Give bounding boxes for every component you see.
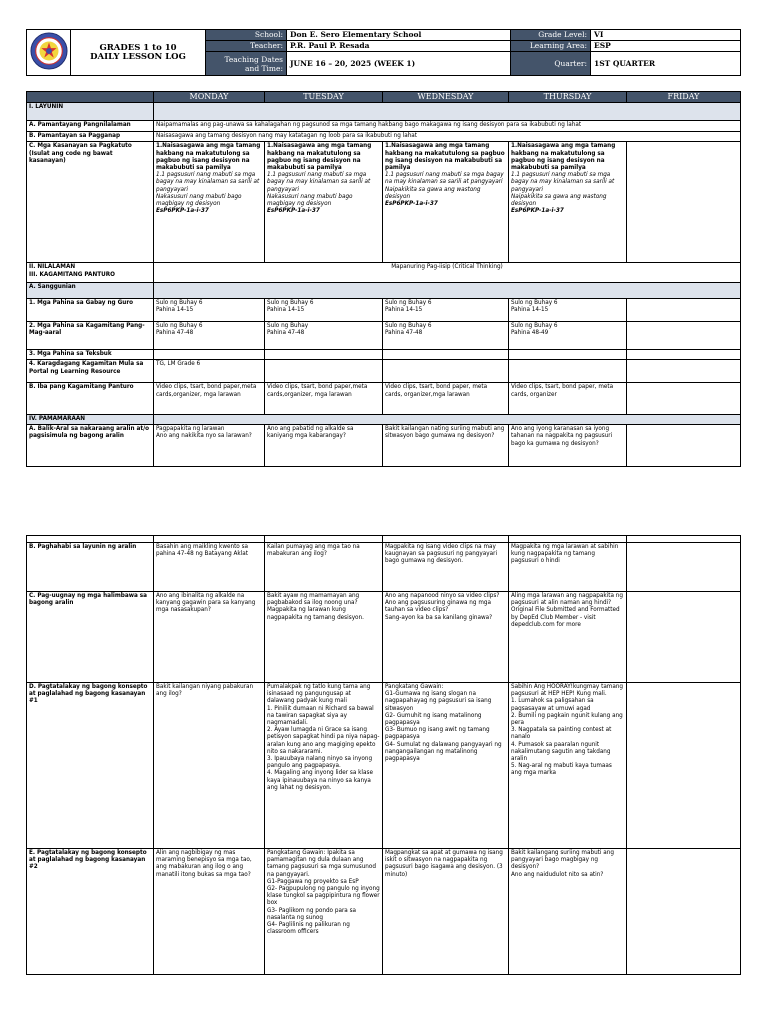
pagtatalakay-2-wednesday: Magpangkat sa apat at gumawa ng isang iskit o sitwasyon na nagpapakita ng pagsusuri bago isagawa ang desisyon. (3 minuto) (383, 849, 509, 975)
teacher-label: Teacher: (206, 41, 287, 52)
pag-uugnay-label: C. Pag-uugnay ng mga halimbawa sa bagong aralin (27, 592, 154, 683)
form-title-line1: GRADES 1 to 10 (99, 43, 177, 53)
day-thursday: THURSDAY (509, 92, 627, 103)
pagtatalakay-1-label: D. Pagtatalakay ng bagong konsepto at paglalahad ng bagong kasanayan #1 (27, 683, 154, 849)
pag-uugnay-friday (627, 592, 741, 683)
teksbuk-wednesday (383, 349, 509, 360)
teksbuk-friday (627, 349, 741, 360)
paghahabi-label: B. Paghahabi sa layunin ng aralin (27, 543, 154, 592)
balik-aral-label: A. Balik-Aral sa nakaraang aralin at/o pagsisimula ng bagong aralin (27, 425, 154, 467)
balik-aral-thursday: Ano ang iyong karanasan sa iyong tahanan na nagpakita ng pagsusuri bago ka gumawa ng desisyon? (509, 425, 627, 467)
teksbuk-tuesday (265, 349, 383, 360)
paghahabi-friday (627, 543, 741, 592)
day-friday: FRIDAY (627, 92, 741, 103)
pamamaraan-label: IV. PAMAMARAAN (27, 414, 154, 425)
continuation-top-wednesday (383, 536, 509, 543)
pag-uugnay-monday: Ano ang ibinalita ng alkalde na kanyang gagawin para sa kanyang mga nasasakupan? (154, 592, 265, 683)
day-wednesday: WEDNESDAY (383, 92, 509, 103)
lesson-grid-page2 (26, 535, 741, 975)
balik-aral-wednesday: Bakit kailangan nating suriing mabuti ang sitwasyon bago gumawa ng desisyon? (383, 425, 509, 467)
mga-kasanayan-label: C. Mga Kasanayan sa Pagkatuto (Isulat ang code ng bawat kasanayan) (27, 142, 154, 263)
portal-monday: TG, LM Grade 6 (154, 360, 265, 383)
nilalaman-label: II. NILALAMAN (29, 264, 76, 271)
balik-aral-friday (627, 425, 741, 467)
iba-pang-kagamitan-tuesday: Video clips, tsart, bond paper,meta cards,organizer, mga larawan (265, 383, 383, 414)
pagtatalakay-2-friday (627, 849, 741, 975)
iba-pang-kagamitan-thursday: Video clips, tsart, bond paper, meta cards, organizer (509, 383, 627, 414)
grade-level-value: VI (591, 30, 741, 41)
corner-cell (27, 92, 154, 103)
quarter-label: Quarter: (511, 52, 591, 76)
header-table (26, 29, 741, 76)
sanggunian-label: A. Sanggunian (27, 283, 154, 299)
paghahabi-wednesday: Magpakita ng isang video clips na may kaugnayan sa pagsusuri ng pangyayari bago gumawa ng desisyon. (383, 543, 509, 592)
iba-pang-kagamitan-label: B. Iba pang Kagamitang Panturo (27, 383, 154, 414)
iba-pang-kagamitan-monday: Video clips, tsart, bond paper,meta cards,organizer, mga larawan (154, 383, 265, 414)
kasanayan-wednesday-sub: 1.1 pagsusuri nang mabuti sa mga bagay na may kinalaman sa sarili at pangyayari Naipakikita sa gawa ang wastong desisyon (385, 172, 504, 200)
kasanayan-monday (154, 142, 265, 263)
pagtatalakay-2-tuesday: Pangkatang Gawain: Ipakita sa pamamagitan ng dula dulaan ang tamang pagsusuri sa mga sumusunod na pangyayari. G1-Paggawa ng proyekto sa EsP G2- Pagpupulong ng pangulo ng inyong klase tungkol sa pagpipintura ng flower box G3- Paglikom ng pondo para sa nasalanta ng sunog G4- Paglilinis ng palikuran ng classroom officers (265, 849, 383, 975)
kagamitang-mag-aaral-friday (627, 321, 741, 349)
form-title-line2: DAILY LESSON LOG (90, 51, 186, 62)
pamantayan-sa-pagganap-text: Naisasagawa ang tamang desisyon nang may katatagan ng loob para sa ikabubuti ng lahat (154, 131, 741, 142)
kasanayan-tuesday-sub: 1.1 pagsusuri nang mabuti sa mga bagay na may kinalaman sa sarili at pangyayari Nakasusuri nang mabuti bago magbigay ng desisyon (267, 172, 371, 208)
portal-label: 4. Karagdagang Kagamitan Mula sa Portal ng Learning Resource (27, 360, 154, 383)
teksbuk-thursday (509, 349, 627, 360)
portal-thursday (509, 360, 627, 383)
teksbuk-label: 3. Mga Pahina sa Teksbuk (27, 349, 154, 360)
kasanayan-wednesday (383, 142, 509, 263)
iba-pang-kagamitan-friday (627, 383, 741, 414)
portal-tuesday (265, 360, 383, 383)
pamantayang-pangnilalaman-text: Naipamamalas ang pag-unawa sa kahalagahan ng pagsunod sa mga tamang hakbang bago makagawa ng isang desisyon para sa ikabubuti ng lahat (154, 121, 741, 132)
iba-pang-kagamitan-wednesday: Video clips, tsart, bond paper, meta cards, organizer,mga larawan (383, 383, 509, 414)
pag-uugnay-tuesday: Bakit ayaw ng mamamayan ang pagbabakod sa ilog noong una? Magpakita ng larawan kung nagpapakita ng tamang desisyon. (265, 592, 383, 683)
school-label: School: (206, 30, 287, 41)
continuation-top-thursday (509, 536, 627, 543)
kasanayan-monday-sub: 1.1 pagsusuri nang mabuti sa mga bagay na may kinalaman sa sarili at pangyayari Nakasusuri nang mabuti bago magbigay ng desisyon (156, 172, 260, 208)
portal-friday (627, 360, 741, 383)
day-tuesday: TUESDAY (265, 92, 383, 103)
pagtatalakay-2-label: E. Pagtatalakay ng bagong konsepto at paglalahad ng bagong kasanayan #2 (27, 849, 154, 975)
gabay-ng-guro-label: 1. Mga Pahina sa Gabay ng Guro (27, 298, 154, 321)
continuation-top-label (27, 536, 154, 543)
paghahabi-monday: Basahin ang maikling kwento sa pahina 47-48 ng Batayang Aklat (154, 543, 265, 592)
continuation-top-monday (154, 536, 265, 543)
pagtatalakay-1-thursday: Sabihin Ang HOORAY!kungmay tamang pagsusuri at HEP HEP! Kung mali. 1. Lumahok sa paligsahan sa pagsasayaw at umuwi agad 2. Bumili ng pagkain ngunit kulang ang pera 3. Nagpatala sa painting contest at nanalo 4. Pumasok sa paaralan ngunit nakalimutang sagutin ang takdang aralin 5. Nag-aral ng mabuti kaya tumaas ang mga marka (509, 683, 627, 849)
gabay-ng-guro-thursday: Sulo ng Buhay 6 Pahina 14-15 (509, 298, 627, 321)
kasanayan-monday-main: 1.Naisasagawa ang mga tamang hakbang na makatutulong sa pagbuo ng isang desisyon na makabubuti sa pamilya (156, 143, 261, 172)
pagtatalakay-2-thursday: Bakit kailangang suriing mabuti ang pangyayari bago magbigay ng desisyon? Ano ang naidudulot nito sa atin? (509, 849, 627, 975)
teaching-dates-label: Teaching Dates and Time: (206, 52, 287, 76)
form-title (71, 30, 206, 76)
kasanayan-thursday-main: 1.Naisasagawa ang mga tamang hakbang na makatutulong sa pagbuo ng isang desisyon na makabubuti sa pamilya (511, 143, 616, 172)
teaching-dates-value: JUNE 16 – 20, 2025 (WEEK 1) (287, 52, 511, 76)
kasanayan-tuesday-main: 1.Naisasagawa ang mga tamang hakbang na makatutulong sa pagbuo ng isang desisyon na makabubuti sa pamilya (267, 143, 372, 172)
kasanayan-tuesday (265, 142, 383, 263)
pagtatalakay-1-tuesday: Pumalakpak ng tatlo kung tama ang isinasaad ng pangungusap at dalawang padyak kung mali 1. Piniliit dumaan ni Richard sa bawal na tawiran sapagkat siya ay nagmamadali. 2. Ayaw lumagda ni Grace sa isang petisyon sapagkat hindi pa niya napag-aralan kung ano ang magiging epekto nito sa nakararami. 3. Ipauubaya nalang ninyo sa inyong pangulo ang pagpapasya. 4. Magaling ang inyong lider sa klase kaya ipinauubaya na ninyo sa kanya ang lahat ng desisyon. (265, 683, 383, 849)
kasanayan-thursday-sub: 1.1 pagsusuri nang mabuti sa mga bagay na may kinalaman sa sarili at pangyayari Naipakikita sa gawa ang wastong desisyon (511, 172, 615, 208)
kagamitang-mag-aaral-tuesday: Sulo ng Buhay Pahina 47-48 (265, 321, 383, 349)
deped-seal-icon (30, 32, 68, 70)
pamantayan-sa-pagganap-label: B. Pamantayan sa Pagganap (27, 131, 154, 142)
kagamitang-mag-aaral-thursday: Sulo ng Buhay 6 Pahina 48-49 (509, 321, 627, 349)
continuation-top-tuesday (265, 536, 383, 543)
kagamitang-mag-aaral-label: 2. Mga Pahina sa Kagamitang Pang- Mag-aaral (27, 321, 154, 349)
portal-wednesday (383, 360, 509, 383)
learning-area-value: ESP (591, 41, 741, 52)
nilalaman-text: Mapanuring Pag-iisip (Critical Thinking) (154, 263, 741, 283)
balik-aral-tuesday: Ano ang pabatid ng alkalde sa kaniyang mga kabarangay? (265, 425, 383, 467)
kasanayan-tuesday-code: EsP6PKP-1a-i-37 (267, 208, 320, 215)
teacher-value: P.R. Paul P. Resada (287, 41, 511, 52)
pag-uugnay-thursday: Aling mga larawan ang nagpapakita ng pagsusuri at alin naman ang hindi? Original File Submitted and Formatted by DepEd Club Member - visit depedclub.com for more (509, 592, 627, 683)
kasanayan-friday (627, 142, 741, 263)
pagtatalakay-1-friday (627, 683, 741, 849)
day-monday: MONDAY (154, 92, 265, 103)
teksbuk-monday (154, 349, 265, 360)
kagamitang-panturo-label: III. KAGAMITANG PANTURO (29, 271, 115, 278)
pagtatalakay-2-monday: Alin ang nagbibigay ng mas maraming benepisyo sa mga tao, ang mabakuran ang ilog o ang manatili itong bukas sa mga tao? (154, 849, 265, 975)
lesson-grid-page1 (26, 91, 741, 467)
learning-area-label: Learning Area: (511, 41, 591, 52)
pag-uugnay-wednesday: Ano ang napanood ninyo sa video clips? Ano ang pagsusuring ginawa ng mga tauhan sa video clips? Sang-ayon ka ba sa kanilang ginawa? (383, 592, 509, 683)
kasanayan-thursday-code: EsP6PKP-1a-i-37 (511, 208, 564, 215)
sanggunian-fill (154, 283, 741, 299)
grade-level-label: Grade Level: (511, 30, 591, 41)
kagamitang-mag-aaral-monday: Sulo ng Buhay 6 Pahina 47-48 (154, 321, 265, 349)
school-value: Don E. Sero Elementary School (287, 30, 511, 41)
deped-seal-cell (27, 30, 71, 76)
kasanayan-monday-code: EsP6PKP-1a-i-37 (156, 208, 209, 215)
section-layunin: I. LAYUNIN (27, 103, 154, 121)
kasanayan-thursday (509, 142, 627, 263)
kasanayan-wednesday-code: EsP6PKP-1a-i-37 (385, 201, 438, 208)
gabay-ng-guro-wednesday: Sulo ng Buhay 6 Pahina 14-15 (383, 298, 509, 321)
quarter-value: 1ST QUARTER (591, 52, 741, 76)
pamantayang-pangnilalaman-label: A. Pamantayang Pangnilalaman (27, 121, 154, 132)
pamamaraan-fill (154, 414, 741, 425)
gabay-ng-guro-tuesday: Sulo ng Buhay 6 Pahina 14-15 (265, 298, 383, 321)
kagamitang-mag-aaral-wednesday: Sulo ng Buhay 6 Pahina 47-48 (383, 321, 509, 349)
paghahabi-thursday: Magpakita ng mga larawan at sabihin kung nagpapakita ng tamang pagsusuri o hindi (509, 543, 627, 592)
gabay-ng-guro-friday (627, 298, 741, 321)
balik-aral-monday: Pagpapakita ng larawan Ano ang nakikita nyo sa larawan? (154, 425, 265, 467)
nilalaman-labels (27, 263, 154, 283)
continuation-top-friday (627, 536, 741, 543)
layunin-fill (154, 103, 741, 121)
gabay-ng-guro-monday: Sulo ng Buhay 6 Pahina 14-15 (154, 298, 265, 321)
pagtatalakay-1-wednesday: Pangkatang Gawain: G1-Gumawa ng isang slogan na nagpapahayag ng pagsusuri sa isang sitwasyon G2- Gumuhit ng isang matalinong pagpapasya G3- Bumuo ng isang awit ng tamang pagpapasya G4- Sumulat ng dalawang pangyayari ng nangangailangan ng matalinong pagpapasya (383, 683, 509, 849)
pagtatalakay-1-monday: Bakit kailangan niyang pabakuran ang ilog? (154, 683, 265, 849)
paghahabi-tuesday: Kailan pumayag ang mga tao na mabakuran ang ilog? (265, 543, 383, 592)
kasanayan-wednesday-main: 1.Naisasagawa ang mga tamang hakbang na makatutulong sa pagbuo ng isang desisyon na makabubuti sa pamilya (385, 143, 505, 172)
